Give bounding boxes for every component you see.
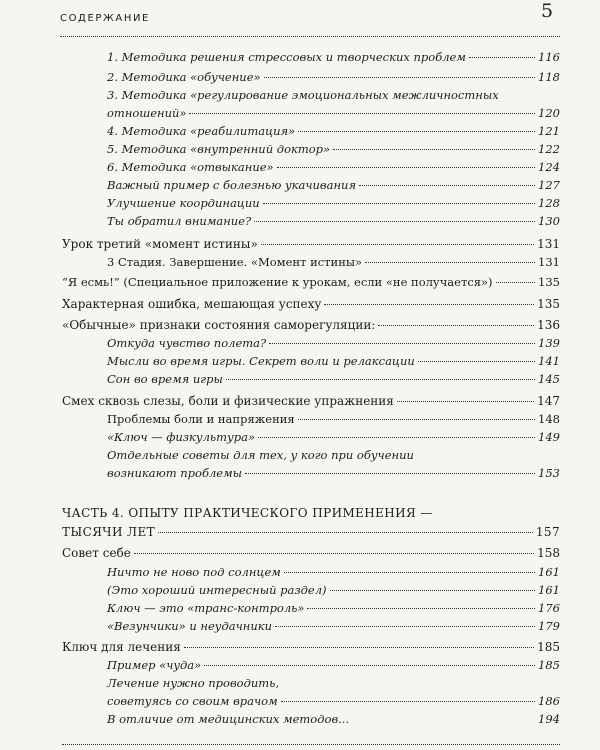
page-number: 5: [541, 0, 554, 22]
toc-entry-page: 176: [538, 601, 560, 615]
toc-entry-title: Ничто не ново под солнцем: [107, 565, 281, 579]
toc-entry: [62, 640, 560, 654]
dot-leader: [307, 608, 535, 609]
toc-entry: [107, 160, 560, 174]
dot-leader: [378, 325, 534, 326]
toc-entry: [62, 318, 560, 332]
toc-entry-title: Мысли во время игры. Секрет воли и релаксации: [107, 354, 415, 368]
toc-entry-page: 127: [538, 178, 560, 192]
toc-entry-page: 118: [538, 70, 560, 84]
dot-leader: [263, 203, 535, 204]
toc-entry-title: Отдельные советы для тех, у кого при обучении: [107, 448, 414, 462]
toc-entry: [107, 412, 560, 426]
toc-entry-page: 147: [537, 394, 560, 408]
toc-entry-title: 2. Методика «обучение»: [107, 70, 261, 84]
dot-leader: [277, 167, 535, 168]
toc-entry: [107, 658, 560, 672]
toc-entry-title: Характерная ошибка, мешающая успеху: [62, 297, 322, 311]
toc-entry-page: 135: [537, 297, 560, 311]
toc-entry-page: 139: [538, 336, 560, 350]
toc-entry-title: 1. Методика решения стрессовых и творческих проблем: [107, 50, 466, 64]
part-heading: ЧАСТЬ 4. ОПЫТУ ПРАКТИЧЕСКОГО ПРИМЕНЕНИЯ —: [62, 506, 433, 520]
toc-entry-page: 148: [538, 412, 560, 426]
toc-entry: [62, 394, 560, 408]
toc-entry-page: 120: [538, 106, 560, 120]
toc-entry: [107, 255, 560, 269]
toc-entry-page: 185: [538, 658, 560, 672]
toc-entry: [107, 712, 560, 726]
toc-entry-page: 186: [538, 694, 560, 708]
toc-entry-title: 3 Стадия. Завершение. «Момент истины»: [107, 255, 363, 269]
dot-leader: [134, 553, 534, 554]
toc-entry: [107, 466, 560, 480]
toc-entry-page: 157: [535, 525, 560, 539]
dot-leader: [397, 401, 534, 402]
toc-entry-page: 130: [538, 214, 560, 228]
toc-entry-title: Ты обратил внимание?: [107, 214, 252, 228]
toc-entry: [107, 50, 560, 64]
toc-entry-page: 161: [538, 583, 560, 597]
toc-entry-page: 194: [538, 712, 560, 726]
toc-entry-title: 3. Методика «регулирование эмоциональных межличностных: [107, 88, 499, 102]
toc-entry-title: Пример «чуда»: [107, 658, 202, 672]
toc-entry-page: 131: [537, 237, 560, 251]
toc-entry-title: Проблемы боли и напряжения: [107, 412, 295, 426]
dot-leader: [469, 57, 535, 58]
toc-entry-title-continuation: возникают проблемы: [107, 466, 243, 480]
dot-leader: [226, 379, 535, 380]
toc-entry-title: Урок третий «момент истины»: [62, 237, 258, 251]
toc-entry-page: 124: [538, 160, 560, 174]
toc-entry-page: 136: [537, 318, 560, 332]
part-heading-continuation: ТЫСЯЧИ ЛЕТ: [62, 525, 156, 539]
dot-leader: [261, 244, 534, 245]
dot-leader: [245, 473, 535, 474]
toc-entry-page: 128: [538, 196, 560, 210]
toc-entry-title: Смех сквозь слезы, боли и физические упражнения: [62, 394, 394, 408]
header-divider: [60, 36, 560, 37]
running-header: СОДЕРЖАНИЕ: [60, 13, 150, 24]
bottom-divider: [62, 744, 560, 745]
dot-leader: [269, 343, 535, 344]
toc-entry: [62, 237, 560, 251]
dot-leader: [324, 304, 534, 305]
dot-leader: [365, 262, 535, 263]
toc-entry: [107, 124, 560, 138]
toc-entry: [107, 142, 560, 156]
toc-entry-title: 6. Методика «отвыкание»: [107, 160, 274, 174]
toc-entry-page: 185: [537, 640, 560, 654]
toc-entry: [107, 601, 560, 615]
toc-entry-page: 122: [538, 142, 560, 156]
toc-entry-title: Ключ для лечения: [62, 640, 181, 654]
toc-entry: [62, 297, 560, 311]
dot-leader: [298, 131, 535, 132]
toc-entry-page: 158: [537, 546, 560, 560]
toc-entry: [62, 546, 560, 560]
toc-entry-title: «Обычные» признаки состояния саморегуляции:: [62, 318, 376, 332]
toc-entry-page: 121: [538, 124, 560, 138]
toc-entry-title-continuation: советуясь со своим врачом: [107, 694, 278, 708]
toc-entry-page: 116: [538, 50, 560, 64]
dot-leader: [281, 701, 535, 702]
dot-leader: [258, 437, 535, 438]
toc-entry-page: 153: [538, 466, 560, 480]
dot-leader: [359, 185, 535, 186]
toc-entry: [107, 619, 560, 633]
dot-leader: [158, 532, 533, 533]
dot-leader: [184, 647, 534, 648]
toc-entry: [107, 583, 560, 597]
dot-leader: [418, 361, 535, 362]
dot-leader: [189, 113, 535, 114]
toc-entry: [107, 354, 560, 368]
toc-entry-title: (Это хороший интересный раздел): [107, 583, 327, 597]
dot-leader: [284, 572, 535, 573]
toc-entry-title: 5. Методика «внутренний доктор»: [107, 142, 331, 156]
dot-leader: [264, 77, 536, 78]
toc-entry-title: Важный пример с болезнью укачивания: [107, 178, 357, 192]
toc-entry: [107, 214, 560, 228]
toc-entry: [62, 525, 560, 539]
toc-entry-title: Откуда чувство полета?: [107, 336, 267, 350]
toc-entry-page: 141: [538, 354, 560, 368]
toc-entry: [107, 694, 560, 708]
dot-leader: [204, 665, 535, 666]
toc-entry: [107, 565, 560, 579]
toc-entry-title: В отличие от медицинских методов...: [107, 712, 350, 726]
toc-entry-title-continuation: отношений»: [107, 106, 187, 120]
toc-entry-title: Сон во время игры: [107, 372, 223, 386]
toc-entry: [107, 372, 560, 386]
toc-entry-title: Улучшение координации: [107, 196, 260, 210]
toc-entry-title: Ключ — это «транс-контроль»: [107, 601, 305, 615]
toc-entry-page: 161: [538, 565, 560, 579]
toc-entry-title: «Ключ — физкультура»: [107, 430, 255, 444]
toc-entry-title: «Везунчики» и неудачники: [107, 619, 273, 633]
dot-leader: [298, 419, 535, 420]
toc-entry: [107, 70, 560, 84]
toc-entry-title: “Я есмь!” (Специальное приложение к урокам, если «не получается»): [62, 275, 493, 289]
toc-entry: [62, 275, 560, 289]
toc-entry: [107, 106, 560, 120]
toc-entry-title: Совет себе: [62, 546, 131, 560]
toc-entry-page: 179: [538, 619, 560, 633]
toc-entry-page: 149: [538, 430, 560, 444]
toc-entry: [107, 178, 560, 192]
toc-entry: [107, 336, 560, 350]
toc-entry-page: 135: [538, 275, 560, 289]
dot-leader: [275, 626, 535, 627]
dot-leader: [330, 590, 536, 591]
toc-entry-page: 145: [538, 372, 560, 386]
toc-entry: [107, 196, 560, 210]
dot-leader: [333, 149, 535, 150]
dot-leader: [254, 221, 535, 222]
toc-entry-title: 4. Методика «реабилитация»: [107, 124, 296, 138]
toc-entry-title: Лечение нужно проводить,: [107, 676, 280, 690]
toc-entry: [107, 430, 560, 444]
toc-entry-page: 131: [538, 255, 560, 269]
dot-leader: [496, 282, 535, 283]
